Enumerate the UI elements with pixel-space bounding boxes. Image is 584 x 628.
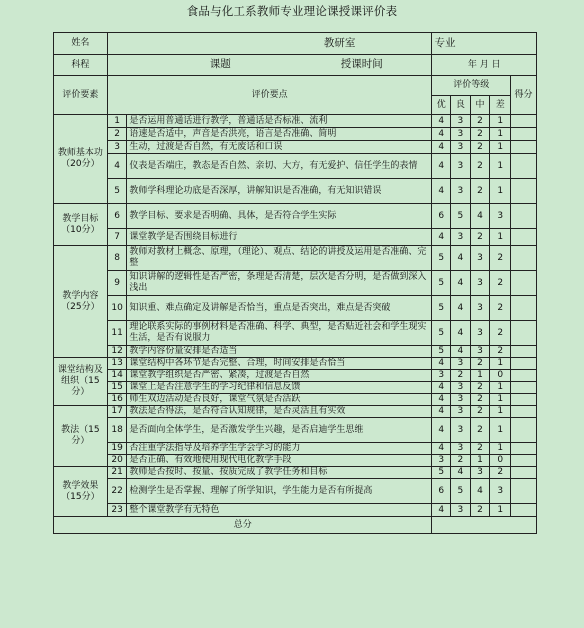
category-header: 评价要素 (54, 76, 108, 115)
item-number: 6 (107, 204, 127, 229)
grade-score-cell[interactable]: 4 (432, 358, 451, 370)
score-input-cell[interactable] (511, 321, 537, 346)
grade-score-cell[interactable]: 1 (490, 179, 511, 204)
score-input-cell[interactable] (511, 179, 537, 204)
item-text: 教师对教材上概念、原理，（理论）、观点、结论的讲授及运用是否准确、完整 (127, 246, 432, 271)
item-text: 课堂结构中各环节是否完整、合理，时间安排是否恰当 (127, 358, 432, 370)
item-text: 是否面向全体学生，是否激发学生兴趣，是否启迪学生思维 (127, 418, 432, 443)
table-row (54, 443, 537, 455)
grade-score-cell[interactable]: 5 (432, 467, 451, 479)
score-input-cell[interactable] (511, 406, 537, 418)
table-row (54, 358, 537, 370)
grade-score-cell[interactable]: 4 (432, 179, 451, 204)
grade-score-cell[interactable]: 3 (470, 346, 490, 358)
score-input-cell[interactable] (511, 504, 537, 517)
item-number: 8 (107, 246, 127, 271)
item-number: 9 (107, 271, 127, 296)
table-row (54, 115, 537, 128)
table-row (54, 406, 537, 418)
category-label: 教学内容（25分） (54, 246, 108, 358)
grade-score-cell[interactable]: 1 (490, 406, 511, 418)
item-text: 教学内容份量安排是否适当 (127, 346, 432, 358)
grade-excellent: 优 (432, 96, 451, 115)
score-input-cell[interactable] (511, 204, 537, 229)
grade-score-cell[interactable]: 6 (432, 479, 451, 504)
grade-score-cell[interactable]: 3 (451, 504, 471, 517)
table-row (54, 154, 537, 179)
table-row (54, 346, 537, 358)
grade-score-cell[interactable]: 3 (490, 479, 511, 504)
item-text: 教学目标、要求是否明确、具体，是否符合学生实际 (127, 204, 432, 229)
item-text: 教法是否得法，是否符合认知规律，是否灵活且有实效 (127, 406, 432, 418)
score-input-cell[interactable] (511, 479, 537, 504)
subject-label: 科程 (54, 55, 108, 76)
grade-score-cell[interactable]: 2 (470, 229, 490, 246)
score-input-cell[interactable] (511, 467, 537, 479)
grade-score-cell[interactable]: 4 (451, 321, 471, 346)
grade-score-cell[interactable]: 1 (490, 229, 511, 246)
item-number: 16 (107, 394, 127, 406)
grade-score-cell[interactable]: 2 (470, 115, 490, 128)
item-text: 知识重、难点确定及讲解是否恰当，重点是否突出，难点是否突破 (127, 296, 432, 321)
item-number: 22 (107, 479, 127, 504)
grade-score-cell[interactable]: 2 (470, 179, 490, 204)
grade-score-cell[interactable]: 5 (451, 204, 471, 229)
grade-score-cell[interactable]: 2 (470, 358, 490, 370)
grade-score-cell[interactable]: 4 (470, 479, 490, 504)
item-text: 课堂上是否注意学生的学习纪律和信息反馈 (127, 382, 432, 394)
grade-score-cell[interactable]: 4 (432, 406, 451, 418)
grade-score-cell[interactable]: 2 (451, 370, 471, 382)
score-input-cell[interactable] (511, 115, 537, 128)
score-input-cell[interactable] (511, 128, 537, 141)
table-row (54, 296, 537, 321)
grade-score-cell[interactable]: 4 (432, 154, 451, 179)
grade-score-cell[interactable]: 3 (470, 246, 490, 271)
grade-score-cell[interactable]: 2 (490, 321, 511, 346)
grade-poor: 差 (490, 96, 511, 115)
item-text: 教师学科理论功底是否深厚，讲解知识是否准确，有无知识错误 (127, 179, 432, 204)
grade-average: 中 (470, 96, 490, 115)
grade-score-cell[interactable]: 4 (432, 504, 451, 517)
major-label: 专业 (434, 36, 456, 49)
total-label: 总分 (54, 517, 432, 534)
grade-score-cell[interactable]: 1 (490, 128, 511, 141)
item-text: 是否正确、有效地使用现代电化教学手段 (127, 455, 432, 467)
grade-score-cell[interactable]: 4 (432, 443, 451, 455)
name-value[interactable] (107, 33, 432, 55)
table-row (54, 271, 537, 296)
item-number: 19 (107, 443, 127, 455)
grade-score-cell[interactable]: 3 (470, 467, 490, 479)
item-text: 教师是否按时、按量、按质完成了教学任务和目标 (127, 467, 432, 479)
grade-score-cell[interactable]: 1 (490, 382, 511, 394)
item-number: 2 (107, 128, 127, 141)
grade-score-cell[interactable]: 6 (432, 204, 451, 229)
topic-label: 课题 (209, 58, 231, 70)
category-label: 教师基本功（20分） (54, 115, 108, 204)
grade-score-cell[interactable]: 1 (470, 370, 490, 382)
item-text: 是否运用普通话进行教学，普通话是否标准、流利 (127, 115, 432, 128)
score-input-cell[interactable] (511, 271, 537, 296)
item-number: 12 (107, 346, 127, 358)
table-row (54, 479, 537, 504)
item-text: 知识讲解的逻辑性是否严密，条理是否清楚，层次是否分明，是否做到深入浅出 (127, 271, 432, 296)
grade-score-cell[interactable]: 0 (490, 370, 511, 382)
office-label: 教研室 (323, 36, 356, 49)
grade-score-cell[interactable]: 4 (432, 394, 451, 406)
item-number: 11 (107, 321, 127, 346)
score-input-cell[interactable] (511, 346, 537, 358)
grade-score-cell[interactable]: 3 (451, 418, 471, 443)
score-input-cell[interactable] (511, 382, 537, 394)
table-row (54, 179, 537, 204)
item-number: 3 (107, 141, 127, 154)
table-row (54, 382, 537, 394)
grade-score-cell[interactable]: 1 (490, 154, 511, 179)
name-label: 姓名 (54, 33, 108, 55)
grade-score-cell[interactable]: 1 (490, 358, 511, 370)
header-row-name (54, 33, 537, 55)
grade-score-cell[interactable]: 3 (451, 443, 471, 455)
score-input-cell[interactable] (511, 246, 537, 271)
item-number: 20 (107, 455, 127, 467)
table-row (54, 204, 537, 229)
grade-header: 评价等级 (432, 76, 511, 96)
grade-score-cell[interactable]: 2 (470, 128, 490, 141)
table-row (54, 504, 537, 517)
item-number: 15 (107, 382, 127, 394)
column-header-row (54, 76, 537, 96)
grade-score-cell[interactable]: 4 (470, 204, 490, 229)
grade-score-cell[interactable]: 2 (470, 394, 490, 406)
score-input-cell[interactable] (511, 154, 537, 179)
table-row (54, 394, 537, 406)
subject-topic-cell[interactable] (107, 55, 432, 76)
grade-score-cell[interactable]: 4 (451, 467, 471, 479)
table-row (54, 229, 537, 246)
grade-score-cell[interactable]: 5 (432, 246, 451, 271)
grade-score-cell[interactable]: 4 (432, 141, 451, 154)
grade-score-cell[interactable]: 2 (490, 246, 511, 271)
grade-score-cell[interactable]: 4 (432, 382, 451, 394)
points-header: 评价要点 (107, 76, 432, 115)
grade-score-cell[interactable]: 5 (432, 346, 451, 358)
total-value-cell[interactable] (432, 517, 537, 534)
score-input-cell[interactable] (511, 358, 537, 370)
grade-score-cell[interactable]: 3 (490, 204, 511, 229)
item-text: 课堂教学组织是否严密、紧凑，过渡是否自然 (127, 370, 432, 382)
grade-score-cell[interactable]: 3 (451, 382, 471, 394)
item-number: 21 (107, 467, 127, 479)
grade-score-cell[interactable]: 1 (470, 455, 490, 467)
grade-score-cell[interactable]: 3 (451, 141, 471, 154)
grade-score-cell[interactable]: 3 (451, 115, 471, 128)
grade-score-cell[interactable]: 2 (470, 382, 490, 394)
grade-score-cell[interactable]: 2 (470, 418, 490, 443)
item-text: 否注重学法指导及培养学生学会学习的能力 (127, 443, 432, 455)
table-row (54, 455, 537, 467)
grade-score-cell[interactable]: 1 (490, 504, 511, 517)
table-row (54, 128, 537, 141)
grade-score-cell[interactable]: 3 (451, 394, 471, 406)
score-input-cell[interactable] (511, 418, 537, 443)
item-number: 1 (107, 115, 127, 128)
grade-score-cell[interactable]: 3 (451, 179, 471, 204)
table-row (54, 467, 537, 479)
grade-score-cell[interactable]: 2 (470, 443, 490, 455)
score-input-cell[interactable] (511, 141, 537, 154)
grade-score-cell[interactable]: 2 (451, 455, 471, 467)
category-label: 课堂结构及组织（15分） (54, 358, 108, 406)
grade-score-cell[interactable]: 3 (451, 229, 471, 246)
grade-score-cell[interactable]: 2 (490, 296, 511, 321)
header-row-subject (54, 55, 537, 76)
grade-score-cell[interactable]: 1 (490, 115, 511, 128)
item-number: 5 (107, 179, 127, 204)
table-row (54, 246, 537, 271)
grade-score-cell[interactable]: 3 (451, 128, 471, 141)
table-row (54, 321, 537, 346)
table-row (54, 370, 537, 382)
grade-score-cell[interactable]: 5 (432, 296, 451, 321)
grade-score-cell[interactable]: 4 (432, 418, 451, 443)
grade-score-cell[interactable]: 3 (432, 370, 451, 382)
grade-score-cell[interactable]: 3 (470, 271, 490, 296)
grade-score-cell[interactable]: 0 (490, 455, 511, 467)
item-number: 23 (107, 504, 127, 517)
table-row (54, 418, 537, 443)
item-number: 13 (107, 358, 127, 370)
category-label: 教学目标（10分） (54, 204, 108, 246)
grade-score-cell[interactable]: 2 (470, 504, 490, 517)
grade-score-cell[interactable]: 1 (490, 394, 511, 406)
major-value[interactable] (432, 33, 537, 55)
item-text: 师生双边活动是否良好，课堂气氛是否活跃 (127, 394, 432, 406)
score-input-cell[interactable] (511, 229, 537, 246)
grade-score-cell[interactable]: 2 (470, 406, 490, 418)
grade-score-cell[interactable]: 4 (432, 115, 451, 128)
grade-score-cell[interactable]: 3 (470, 296, 490, 321)
date-field[interactable]: 年 月 日 (432, 55, 537, 76)
document-title: 食品与化工系教师专业理论课授课评价表 (186, 4, 398, 18)
grade-score-cell[interactable]: 1 (490, 443, 511, 455)
item-text: 整个课堂教学有无特色 (127, 504, 432, 517)
item-number: 10 (107, 296, 127, 321)
grade-score-cell[interactable]: 5 (432, 321, 451, 346)
score-header: 得分 (511, 76, 537, 115)
item-number: 17 (107, 406, 127, 418)
grade-score-cell[interactable]: 4 (451, 346, 471, 358)
grade-score-cell[interactable]: 2 (470, 154, 490, 179)
table-row (54, 141, 537, 154)
grade-score-cell[interactable]: 2 (470, 141, 490, 154)
item-number: 4 (107, 154, 127, 179)
grade-score-cell[interactable]: 3 (451, 154, 471, 179)
score-input-cell[interactable] (511, 455, 537, 467)
grade-score-cell[interactable]: 3 (432, 455, 451, 467)
category-label: 教学效果（15分） (54, 467, 108, 517)
grade-score-cell[interactable]: 4 (432, 229, 451, 246)
grade-score-cell[interactable]: 4 (451, 246, 471, 271)
grade-score-cell[interactable]: 4 (451, 296, 471, 321)
score-input-cell[interactable] (511, 443, 537, 455)
grade-score-cell[interactable]: 3 (451, 406, 471, 418)
category-label: 教法（15分） (54, 406, 108, 467)
grade-good: 良 (451, 96, 471, 115)
grade-score-cell[interactable]: 1 (490, 418, 511, 443)
grade-score-cell[interactable]: 5 (451, 479, 471, 504)
score-input-cell[interactable] (511, 296, 537, 321)
grade-score-cell[interactable]: 3 (451, 358, 471, 370)
grade-score-cell[interactable]: 2 (490, 467, 511, 479)
item-number: 18 (107, 418, 127, 443)
item-text: 语速是否适中，声音是否洪亮，语言是否准确、简明 (127, 128, 432, 141)
grade-score-cell[interactable]: 1 (490, 141, 511, 154)
item-text: 检测学生是否掌握、理解了所学知识，学生能力是否有所提高 (127, 479, 432, 504)
score-input-cell[interactable] (511, 370, 537, 382)
grade-score-cell[interactable]: 2 (490, 271, 511, 296)
item-number: 7 (107, 229, 127, 246)
time-label: 授课时间 (340, 58, 383, 70)
grade-score-cell[interactable]: 2 (490, 346, 511, 358)
grade-score-cell[interactable]: 4 (451, 271, 471, 296)
score-input-cell[interactable] (511, 394, 537, 406)
total-row (54, 517, 537, 534)
item-text: 仪表是否端庄，教态是否自然、亲切、大方，有无爱护、信任学生的表情 (127, 154, 432, 179)
item-text: 生动，过渡是否自然，有无废话和口误 (127, 141, 432, 154)
item-text: 课堂教学是否围绕目标进行 (127, 229, 432, 246)
item-text: 理论联系实际的事例材料是否准确、科学、典型，是否贴近社会和学生现实生活，是否有说服力 (127, 321, 432, 346)
item-number: 14 (107, 370, 127, 382)
grade-score-cell[interactable]: 4 (432, 128, 451, 141)
evaluation-table (53, 32, 537, 534)
grade-score-cell[interactable]: 5 (432, 271, 451, 296)
grade-score-cell[interactable]: 3 (470, 321, 490, 346)
